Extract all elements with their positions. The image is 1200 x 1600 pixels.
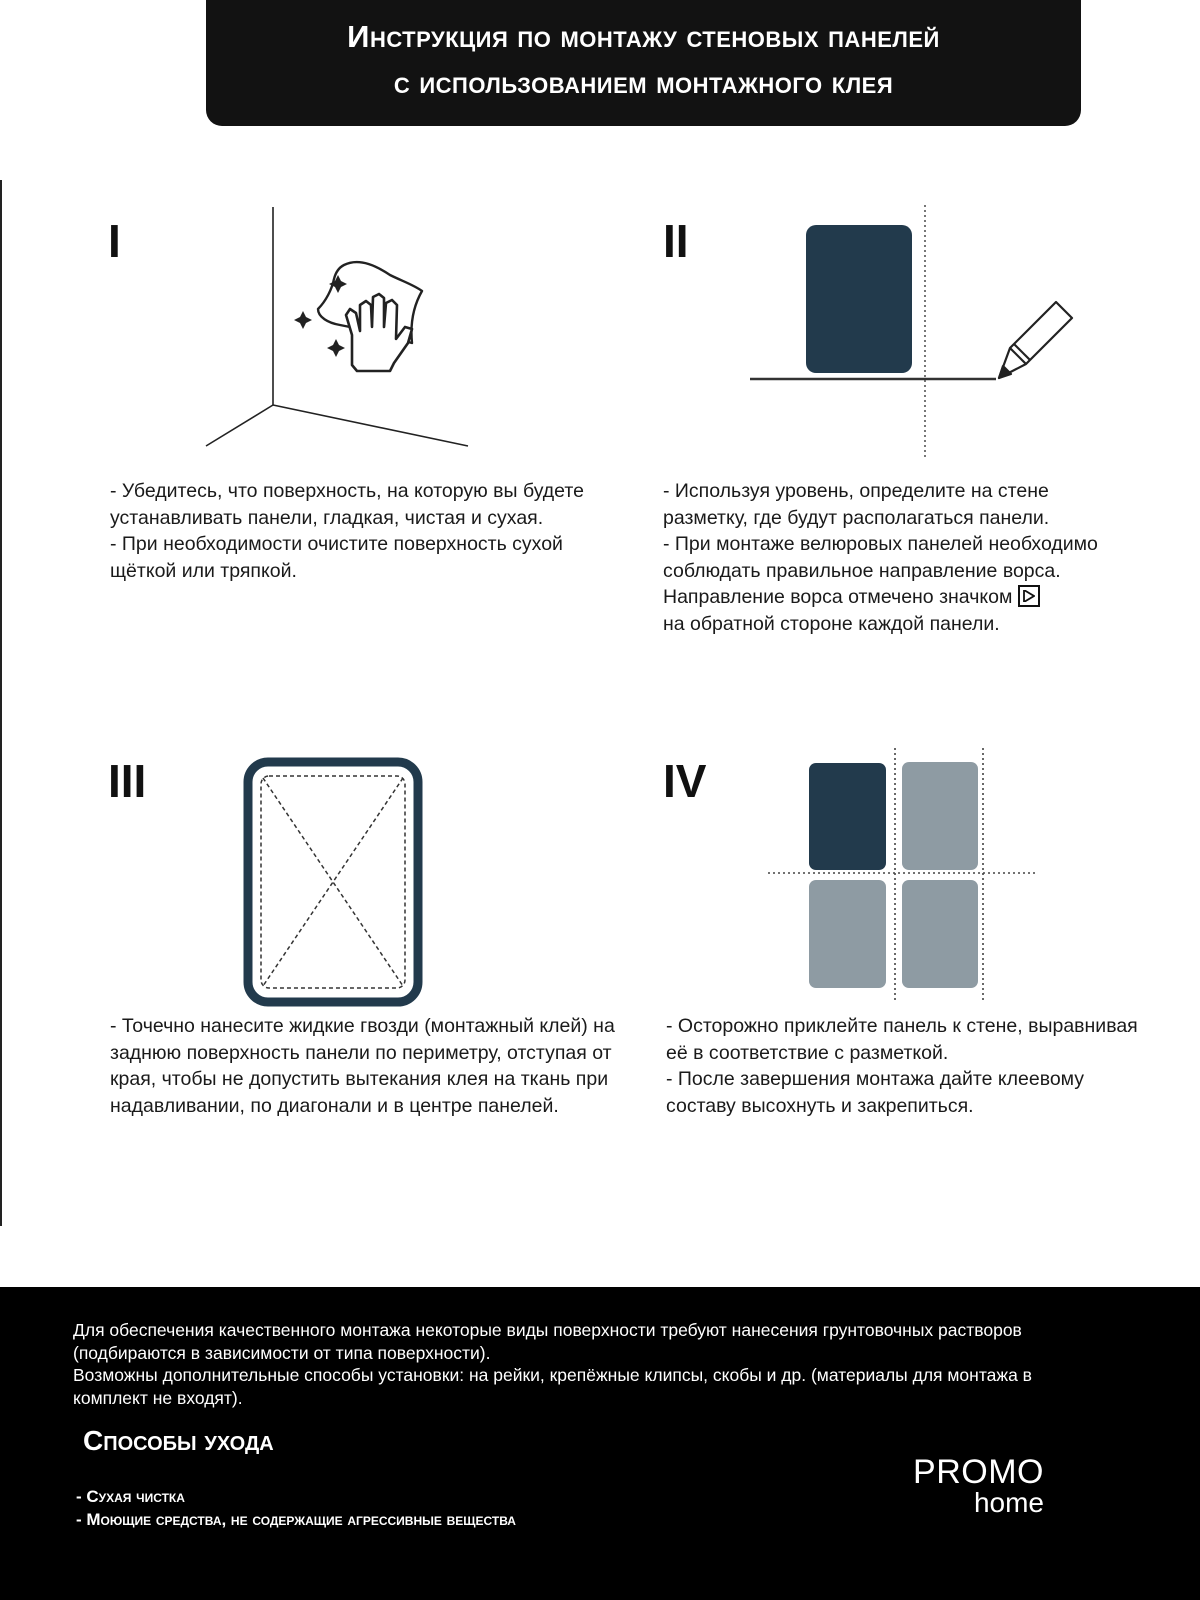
step-1-line-1: - Убедитесь, что поверхность, на которую вы будете устанавливать панели, гладкая, чистая и сухая. [110, 480, 584, 529]
nap-direction-icon [1018, 585, 1040, 607]
glue-pattern-icon [244, 758, 422, 1006]
step-4-text [666, 1013, 1146, 1119]
panel-pending-3 [902, 880, 978, 988]
pencil-icon [999, 302, 1072, 378]
step-1-numeral: I [108, 215, 121, 267]
step-2-line-1: - Используя уровень, определите на стене разметку, где будут располагаться панели. [663, 480, 1050, 529]
page-title-line-1: Инструкция по монтажу стеновых панелей [347, 19, 940, 54]
wipe-wall-icon [200, 205, 475, 450]
step-2-line-3-text: Направление ворса отмечено значком [663, 586, 1013, 608]
page-title-line-2: с использованием монтажного клея [393, 65, 894, 100]
brand-logo-sub: home [973, 1487, 1044, 1518]
footer-note-line-2: Возможны дополнительные способы установки: на рейки, крепёжные клипсы, скобы и др. (материалы для монтажа в комплект не входят). [73, 1365, 1032, 1408]
step-1-line-2: - При необходимости очистите поверхность сухой щёткой или тряпкой. [110, 533, 563, 582]
wall-panel-dark [806, 225, 912, 373]
step-2-line-3 [663, 584, 1133, 611]
panel-pending-1 [902, 762, 978, 870]
step-1-text [110, 478, 615, 584]
step-2-line-2: - При монтаже велюровых панелей необходимо соблюдать правильное направление ворса. [663, 533, 1098, 582]
step-4-line-1: - Осторожно приклейте панель к стене, выравнивая её в соответствие с разметкой. [666, 1015, 1138, 1064]
care-list [76, 1485, 616, 1531]
panel-back-frame [248, 762, 418, 1002]
brand-logo [906, 1455, 1044, 1517]
brand-logo-main: PROMO [913, 1453, 1044, 1491]
wall-corner-lines [206, 207, 468, 446]
footer-note [73, 1319, 1073, 1409]
step-2-numeral: II [663, 215, 689, 267]
care-item: - Моющие средства, не содержащие агрессивные вещества [76, 1510, 516, 1529]
footer-note-line-1: Для обеспечения качественного монтажа некоторые виды поверхности требуют нанесения грунтовочных растворов (подбираются в зависимости от типа поверхности). [73, 1320, 1022, 1363]
left-margin-rule [0, 180, 2, 1226]
footer [0, 1287, 1200, 1600]
panel-pending-2 [809, 880, 886, 988]
level-marking-icon [750, 205, 1080, 460]
step-4-numeral: IV [663, 755, 707, 807]
step-4-line-2: - После завершения монтажа дайте клеевому составу высохнуть и закрепиться. [666, 1068, 1085, 1117]
care-item: - Сухая чистка [76, 1487, 185, 1506]
panel-installed [809, 763, 886, 870]
care-title: Способы ухода [83, 1425, 274, 1456]
step-3-line-1: - Точечно нанесите жидкие гвозди (монтажный клей) на заднюю поверхность панели по периметру, отступая от края, чтобы не допустить вытекания клея на ткань при надавливании, по диагонали и в центре панелей. [110, 1015, 615, 1117]
panel-grid-icon [768, 748, 1038, 1003]
page-header [206, 0, 1081, 126]
step-3-numeral: III [108, 755, 147, 807]
step-2-line-4: на обратной стороне каждой панели. [663, 612, 1000, 635]
step-3-text [110, 1013, 630, 1119]
step-2-text [663, 478, 1133, 637]
